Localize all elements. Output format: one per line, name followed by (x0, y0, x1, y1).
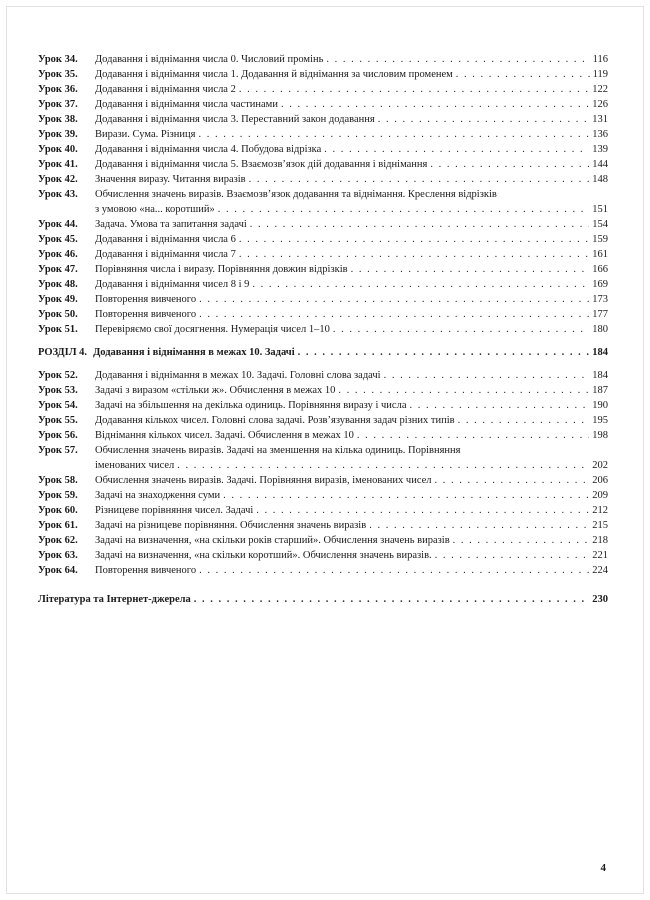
toc-entry-title: Обчислення значень виразів. Задачі. Порівняння виразів, іменованих чисел (95, 475, 432, 486)
toc-entry-row (38, 443, 608, 458)
toc-entry-row (38, 533, 608, 548)
toc-entry-label: Урок 49. (38, 294, 78, 305)
toc-entry-title: Задачі з виразом «стільки ж». Обчислення в межах 10 (95, 385, 336, 396)
toc-entry (38, 563, 608, 578)
toc-entry-label: Урок 53. (38, 385, 78, 396)
toc-entry-title: Додавання і віднімання числа 5. Взаємозв’язок дій додавання і віднімання (95, 159, 428, 170)
toc-entry (38, 443, 608, 473)
toc-entry (38, 127, 608, 142)
toc-entry-label: Урок 38. (38, 114, 78, 125)
toc-entry-title: Додавання і віднімання числа 3. Переставний закон додавання (95, 114, 375, 125)
toc-entry-title: Додавання і віднімання числа 1. Додавання й віднімання за числовим променем (95, 69, 453, 80)
toc-page-number: 166 (592, 264, 608, 275)
toc-page-number: 187 (592, 385, 608, 396)
toc-dot-leader (239, 247, 589, 262)
toc-entry-title: Різницеве порівняння чисел. Задачі (95, 505, 254, 516)
toc-page-number: 190 (592, 400, 608, 411)
toc-page-number: 184 (592, 370, 608, 381)
toc-page-number: 212 (592, 505, 608, 516)
toc-entry-title: Додавання і віднімання в межах 10. Задачі (93, 347, 295, 358)
toc-entry-row (38, 548, 608, 563)
toc-entry (38, 488, 608, 503)
toc-entry (38, 112, 608, 127)
toc-entry-row (38, 345, 608, 360)
toc-entry (38, 262, 608, 277)
toc-entry-row (38, 262, 608, 277)
toc-entry-title: Додавання і віднімання чисел 8 і 9 (95, 279, 250, 290)
toc-entry-row (38, 307, 608, 322)
toc-entry-row (38, 473, 608, 488)
toc-entry-label: Урок 59. (38, 490, 78, 501)
toc-dot-leader (409, 398, 589, 413)
toc-dot-leader (199, 563, 589, 578)
toc-block-lessons (38, 52, 608, 337)
toc-entry-title: Додавання і віднімання числа частинами (95, 99, 278, 110)
toc-page-number: 122 (592, 84, 608, 95)
toc-entry-label: Урок 40. (38, 144, 78, 155)
toc-entry-label: Урок 43. (38, 189, 78, 200)
toc-page-number: 218 (592, 535, 608, 546)
toc-entry-title: Задачі на визначення, «на скільки років старший». Обчислення значень виразів (95, 535, 450, 546)
toc-entry (38, 82, 608, 97)
toc-entry-label: Урок 60. (38, 505, 78, 516)
toc-entry-row (38, 97, 608, 112)
toc-entry-title: Обчислення значень виразів. Взаємозв’язок додавання та віднімання. Креслення відрізків (95, 189, 497, 200)
toc-dot-leader (324, 142, 589, 157)
toc-entry (38, 592, 608, 607)
toc-entry-label: Урок 37. (38, 99, 78, 110)
toc-entry-label: Урок 55. (38, 415, 78, 426)
toc-entry-label: Урок 50. (38, 309, 78, 320)
toc-entry-label: Урок 46. (38, 249, 78, 260)
toc-dot-leader (194, 592, 589, 607)
toc-entry-row (38, 383, 608, 398)
toc-page-number: 154 (592, 219, 608, 230)
toc-entry-title: Повторення вивченого (95, 309, 197, 320)
toc-page-number: 195 (592, 415, 608, 426)
toc-entry-label: Урок 62. (38, 535, 78, 546)
toc-page-number: 136 (592, 129, 608, 140)
toc-entry-title: з умовою «на... коротший» (95, 204, 215, 215)
toc-entry (38, 413, 608, 428)
toc-entry-row (38, 232, 608, 247)
toc-dot-leader (252, 277, 589, 292)
toc-entry-title: Повторення вивченого (95, 565, 197, 576)
toc-entry (38, 548, 608, 563)
toc-entry-row (38, 187, 608, 202)
toc-dot-leader (198, 127, 589, 142)
toc-entry (38, 368, 608, 383)
toc-entry-label: Урок 35. (38, 69, 78, 80)
toc-entry (38, 473, 608, 488)
toc-page-number: 206 (592, 475, 608, 486)
toc-page-number: 126 (592, 99, 608, 110)
toc-entry-label: Урок 52. (38, 370, 78, 381)
toc-page-number: 131 (592, 114, 608, 125)
toc-dot-leader (384, 368, 590, 383)
toc-entry-title: Порівняння числа і виразу. Порівняння довжин відрізків (95, 264, 348, 275)
toc-entry-label: Урок 34. (38, 54, 78, 65)
toc-entry-row (38, 398, 608, 413)
toc-page-number: 221 (592, 550, 608, 561)
toc-entry-title: Задачі на знаходження суми (95, 490, 221, 501)
toc-page-number: 151 (592, 204, 608, 215)
toc-dot-leader (435, 473, 590, 488)
toc-entry-label: Урок 54. (38, 400, 78, 411)
toc-dot-leader (453, 533, 590, 548)
toc-entry-row (38, 172, 608, 187)
toc-entry-row (38, 157, 608, 172)
toc-entry-row (38, 592, 608, 607)
toc-dot-leader (338, 383, 589, 398)
toc-entry (38, 533, 608, 548)
toc-dot-leader (239, 232, 589, 247)
toc-entry-label: Урок 41. (38, 159, 78, 170)
toc-entry-title: Додавання і віднімання числа 6 (95, 234, 236, 245)
toc-dot-leader (357, 428, 589, 443)
toc-entry-title: Задача. Умова та запитання задачі (95, 219, 247, 230)
toc-dot-leader (239, 82, 589, 97)
toc-entry-title: Література та Інтернет-джерела (38, 594, 191, 605)
toc-page-number: 169 (592, 279, 608, 290)
toc-page-number: 116 (592, 54, 608, 65)
toc-dot-leader (177, 458, 589, 473)
toc-entry-row (38, 277, 608, 292)
toc-entry-row (38, 52, 608, 67)
page-number: 4 (600, 862, 606, 874)
toc-block-lessons (38, 368, 608, 578)
toc-entry (38, 345, 608, 360)
toc-entry-label: Урок 48. (38, 279, 78, 290)
toc-entry (38, 232, 608, 247)
toc-dot-leader (223, 488, 589, 503)
toc-page-number: 224 (592, 565, 608, 576)
toc-entry (38, 172, 608, 187)
toc-block-footer (38, 592, 608, 607)
toc-page-number: 180 (592, 324, 608, 335)
toc-entry-row (38, 82, 608, 97)
toc-page-number: 230 (592, 594, 608, 605)
toc-dot-leader (298, 345, 590, 360)
toc-dot-leader (333, 322, 589, 337)
toc-entry-row (38, 413, 608, 428)
toc-dot-leader (250, 217, 589, 232)
toc-entry-title: Додавання і віднімання в межах 10. Задачі. Головні слова задачі (95, 370, 381, 381)
toc-entry-row (38, 127, 608, 142)
toc-entry-label: Урок 63. (38, 550, 78, 561)
toc-page-number: 148 (592, 174, 608, 185)
toc-entry-label: Урок 47. (38, 264, 78, 275)
toc-page-number: 177 (592, 309, 608, 320)
toc-entry-title: Додавання і віднімання числа 4. Побудова відрізка (95, 144, 322, 155)
toc-dot-leader (458, 413, 590, 428)
toc-entry-row (38, 368, 608, 383)
toc-entry (38, 383, 608, 398)
toc-entry-row (38, 67, 608, 82)
toc-entry-row (38, 142, 608, 157)
toc-entry-title: Значення виразу. Читання виразів (95, 174, 246, 185)
toc-entry (38, 97, 608, 112)
toc-page-number: 209 (592, 490, 608, 501)
toc-entry (38, 292, 608, 307)
toc-dot-leader (199, 292, 589, 307)
toc-dot-leader (218, 202, 589, 217)
toc-entry-label: Урок 39. (38, 129, 78, 140)
toc-dot-leader (199, 307, 589, 322)
toc-page-number: 144 (592, 159, 608, 170)
toc-dot-leader (249, 172, 590, 187)
toc-entry-label: Урок 51. (38, 324, 78, 335)
toc-entry (38, 518, 608, 533)
toc-entry-row (38, 488, 608, 503)
toc-page-number: 159 (592, 234, 608, 245)
toc-entry-label: Урок 61. (38, 520, 78, 531)
toc-dot-leader (430, 157, 589, 172)
toc-entry-title: Додавання кількох чисел. Головні слова задачі. Розв’язування задач різних типів (95, 415, 455, 426)
toc-entry-row (38, 458, 608, 473)
toc-entry-label: Урок 58. (38, 475, 78, 486)
toc-entry-row (38, 202, 608, 217)
toc-entry-title: Задачі на визначення, «на скільки коротший». Обчислення значень виразів. (95, 550, 432, 561)
toc-dot-leader (326, 52, 589, 67)
toc-entry-title: Задачі на збільшення на декілька одиниць. Порівняння виразу і числа (95, 400, 407, 411)
toc-entry-label: РОЗДІЛ 4. (38, 347, 88, 358)
toc-block-chapter (38, 345, 608, 360)
toc-entry-title: Вирази. Сума. Різниця (95, 129, 196, 140)
toc-entry (38, 322, 608, 337)
toc-entry (38, 398, 608, 413)
toc-entry-title: Перевіряємо свої досягнення. Нумерація чисел 1–10 (95, 324, 330, 335)
toc-entry (38, 52, 608, 67)
toc-entry (38, 157, 608, 172)
toc-entry-row (38, 217, 608, 232)
toc-dot-leader (256, 503, 589, 518)
toc-entry (38, 503, 608, 518)
toc-dot-leader (369, 518, 589, 533)
toc-entry-title: Повторення вивченого (95, 294, 197, 305)
toc-entry-title: Додавання і віднімання числа 0. Числовий промінь (95, 54, 324, 65)
toc-entry-row (38, 322, 608, 337)
toc-page-number: 215 (592, 520, 608, 531)
toc-entry-label: Урок 45. (38, 234, 78, 245)
toc-page-number: 198 (592, 430, 608, 441)
toc-entry-title: Задачі на різницеве порівняння. Обчислення значень виразів (95, 520, 367, 531)
toc-page-number: 119 (592, 69, 608, 80)
toc-entry (38, 307, 608, 322)
toc-entry (38, 142, 608, 157)
toc-entry-title: Додавання і віднімання числа 2 (95, 84, 236, 95)
toc-entry-row (38, 563, 608, 578)
toc-entry-row (38, 503, 608, 518)
toc-page-number: 161 (592, 249, 608, 260)
toc-entry-label: Урок 36. (38, 84, 78, 95)
toc-entry-row (38, 292, 608, 307)
toc-entry (38, 67, 608, 82)
toc-entry-label: Урок 42. (38, 174, 78, 185)
toc-entry-label: Урок 56. (38, 430, 78, 441)
toc-entry (38, 217, 608, 232)
toc-page-number: 202 (592, 460, 608, 471)
toc-entry (38, 428, 608, 443)
toc-entry-row (38, 428, 608, 443)
toc-page-number: 173 (592, 294, 608, 305)
toc-entry-label: Урок 64. (38, 565, 78, 576)
toc-entry (38, 187, 608, 217)
toc-entry-title: Віднімання кількох чисел. Задачі. Обчислення в межах 10 (95, 430, 354, 441)
toc-entry-row (38, 518, 608, 533)
toc-dot-leader (281, 97, 589, 112)
toc-entry-title: Обчислення значень виразів. Задачі на зменшення на кілька одиниць. Порівняння (95, 445, 461, 456)
toc-page-number: 139 (592, 144, 608, 155)
toc-entry-label: Урок 44. (38, 219, 78, 230)
toc-dot-leader (378, 112, 590, 127)
toc-dot-leader (351, 262, 590, 277)
toc-page-number: 184 (592, 347, 608, 358)
toc-entry-row (38, 247, 608, 262)
toc-entry-title: іменованих чисел (95, 460, 175, 471)
toc (38, 52, 608, 607)
toc-entry-label: Урок 57. (38, 445, 78, 456)
toc-entry-row (38, 112, 608, 127)
toc-entry (38, 277, 608, 292)
toc-entry-title: Додавання і віднімання числа 7 (95, 249, 236, 260)
toc-dot-leader (435, 548, 590, 563)
toc-dot-leader (456, 67, 590, 82)
toc-entry (38, 247, 608, 262)
